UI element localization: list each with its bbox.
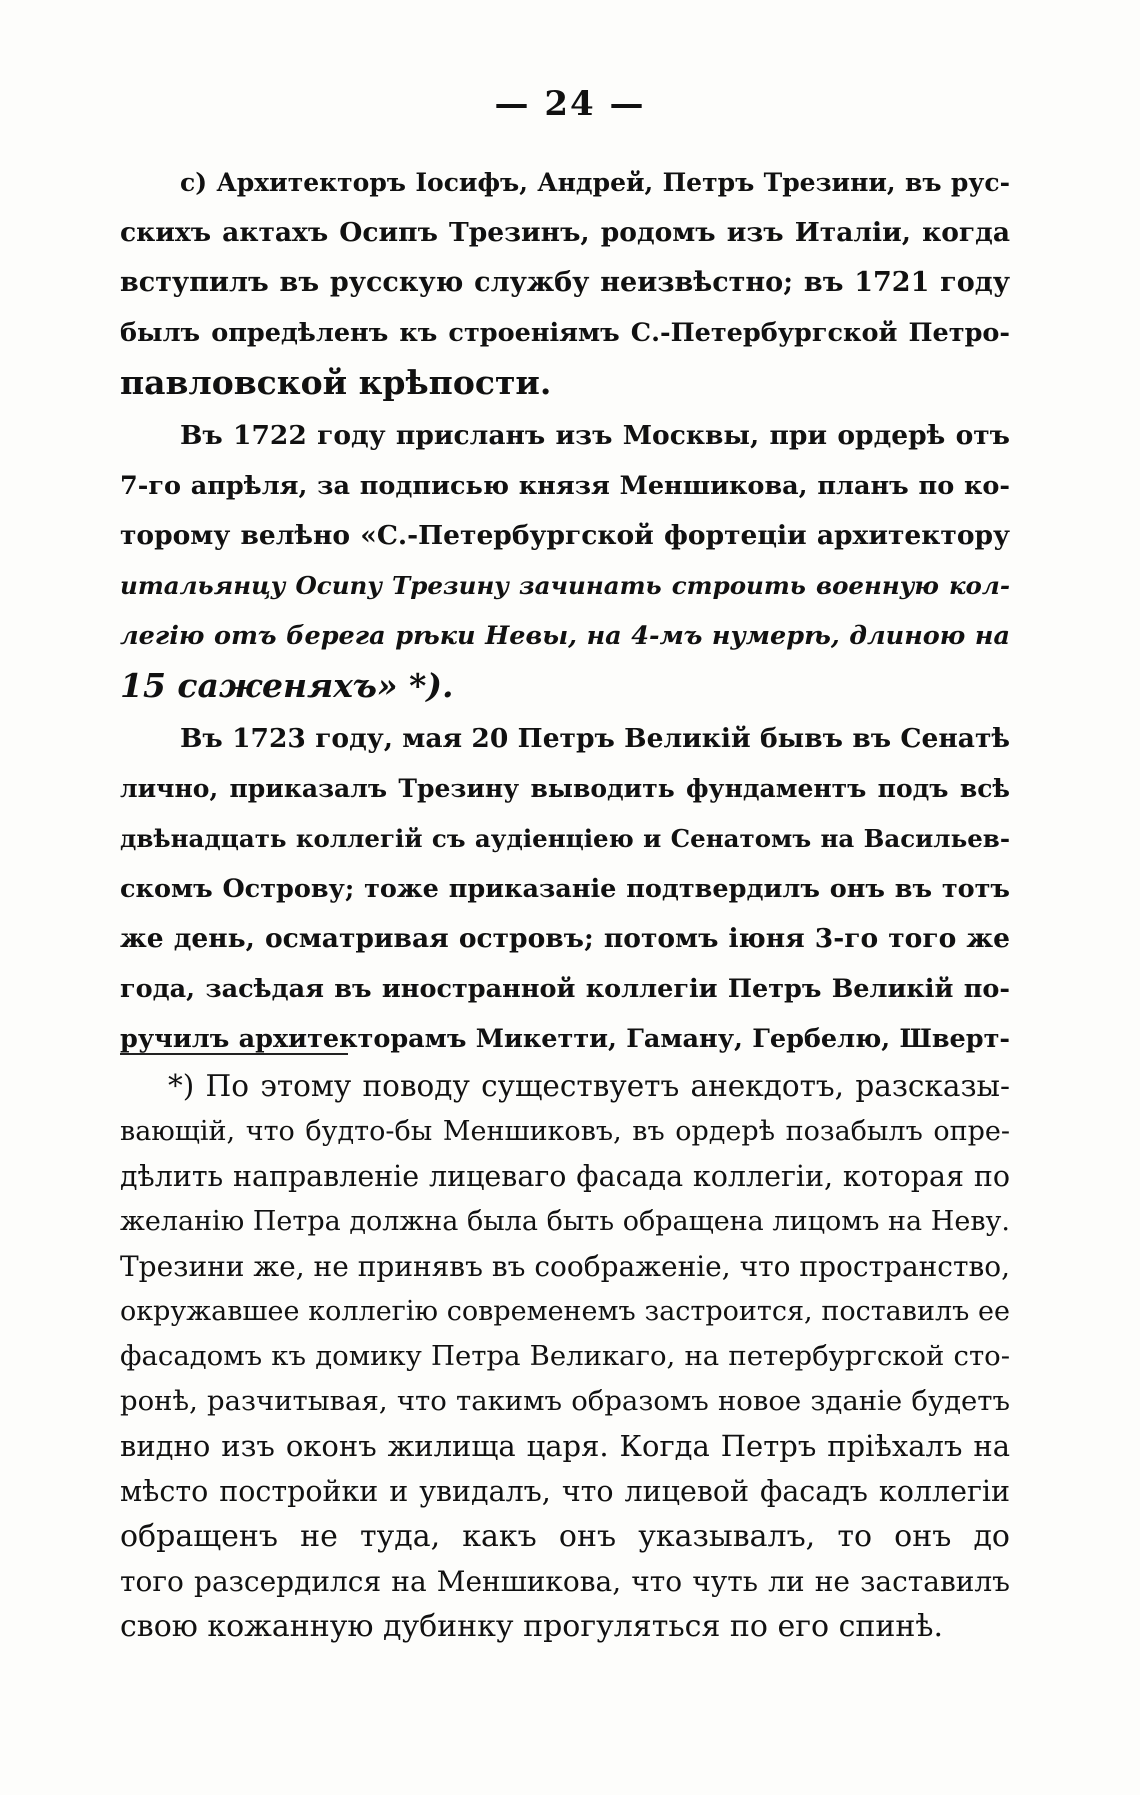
text-line: Въ 1722 году присланъ изъ Москвы, при ордерѣ отъ: [180, 420, 1010, 451]
text-line: двѣнадцать коллегій съ аудіенціею и Сенатомъ на Васильев-: [120, 824, 1010, 853]
text-line: скихъ актахъ Осипъ Трезинъ, родомъ изъ Италіи, когда: [120, 217, 1010, 248]
text-line: былъ опредѣленъ къ строеніямъ С.-Петербургской Петро-: [120, 318, 1010, 348]
text-line-italic: легію отъ берега рѣки Невы, на 4-мъ нумерѣ, длиною на: [120, 621, 1010, 651]
text-line: вступилъ въ русскую службу неизвѣстно; въ 1721 году: [120, 267, 1010, 298]
footnote-line: Трезини же, не принявъ въ соображеніе, что пространство,: [120, 1250, 1010, 1283]
paragraph-2: [120, 411, 1010, 711]
paragraph-3: [120, 714, 1010, 1064]
footnote-line: мѣсто постройки и увидалъ, что лицевой фасадъ коллегіи: [120, 1475, 1010, 1508]
text-line: лично, приказалъ Трезину выводить фундаментъ подъ всѣ: [120, 774, 1010, 803]
footnote-line: *) По этому поводу существуетъ анекдотъ, разсказы-: [168, 1069, 1010, 1103]
footnote-line: ронѣ, разчитывая, что такимъ образомъ новое зданіе будетъ: [120, 1385, 1010, 1417]
footnote-divider: [120, 1053, 348, 1055]
text-line: ручилъ архитекторамъ Микетти, Гаману, Гербелю, Шверт-: [120, 1024, 1010, 1054]
footnote-line: того разсердился на Меншикова, что чуть ли не заставилъ: [120, 1565, 1010, 1598]
footnote-line: желанію Петра должна была быть обращена лицомъ на Неву.: [120, 1206, 1010, 1237]
text-line: же день, осматривая островъ; потомъ іюня 3-го того же: [120, 923, 1010, 954]
paragraph-1: [120, 158, 1010, 408]
footnote-line: фасадомъ къ домику Петра Великаго, на петербургской сто-: [120, 1340, 1010, 1372]
text-line: павловской крѣпости.: [120, 363, 552, 402]
footnote-line: дѣлить направленіе лицеваго фасада коллегіи, которая по: [120, 1160, 1010, 1193]
text-line-italic: итальянцу Осипу Трезину зачинать строить военную кол-: [120, 571, 1010, 600]
footnote-line: свою кожанную дубинку прогуляться по его спинѣ.: [120, 1609, 943, 1644]
footnote-line: обращенъ не туда, какъ онъ указывалъ, то онъ до: [120, 1519, 1010, 1554]
text-line: 7-го апрѣля, за подписью князя Меншикова, планъ по ко-: [120, 471, 1010, 501]
text-line: Въ 1723 году, мая 20 Петръ Великій бывъ въ Сенатѣ: [180, 723, 1010, 754]
text-line: года, засѣдая въ иностранной коллегіи Петръ Великій по-: [120, 974, 1010, 1004]
main-text: [120, 158, 1010, 1064]
footnote-line: видно изъ оконъ жилища царя. Когда Петръ пріѣхалъ на: [120, 1429, 1010, 1463]
text-line: торому велѣно «С.-Петербургской фортеціи архитектору: [120, 520, 1010, 551]
text-line-italic: 15 саженяхъ» *).: [120, 666, 454, 705]
footnote-line: окружавшее коллегію современемъ застроится, поставилъ ее: [120, 1296, 1010, 1327]
footnote-line: вающій, что будто-бы Меншиковъ, въ ордерѣ позабылъ опре-: [120, 1116, 1010, 1147]
footnote: [120, 1064, 1010, 1649]
text-line: c) Архитекторъ Іосифъ, Андрей, Петръ Трезини, въ рус-: [180, 168, 1010, 197]
text-line: скомъ Острову; тоже приказаніе подтвердилъ онъ въ тотъ: [120, 874, 1010, 904]
page-number: — 24 —: [494, 84, 646, 124]
